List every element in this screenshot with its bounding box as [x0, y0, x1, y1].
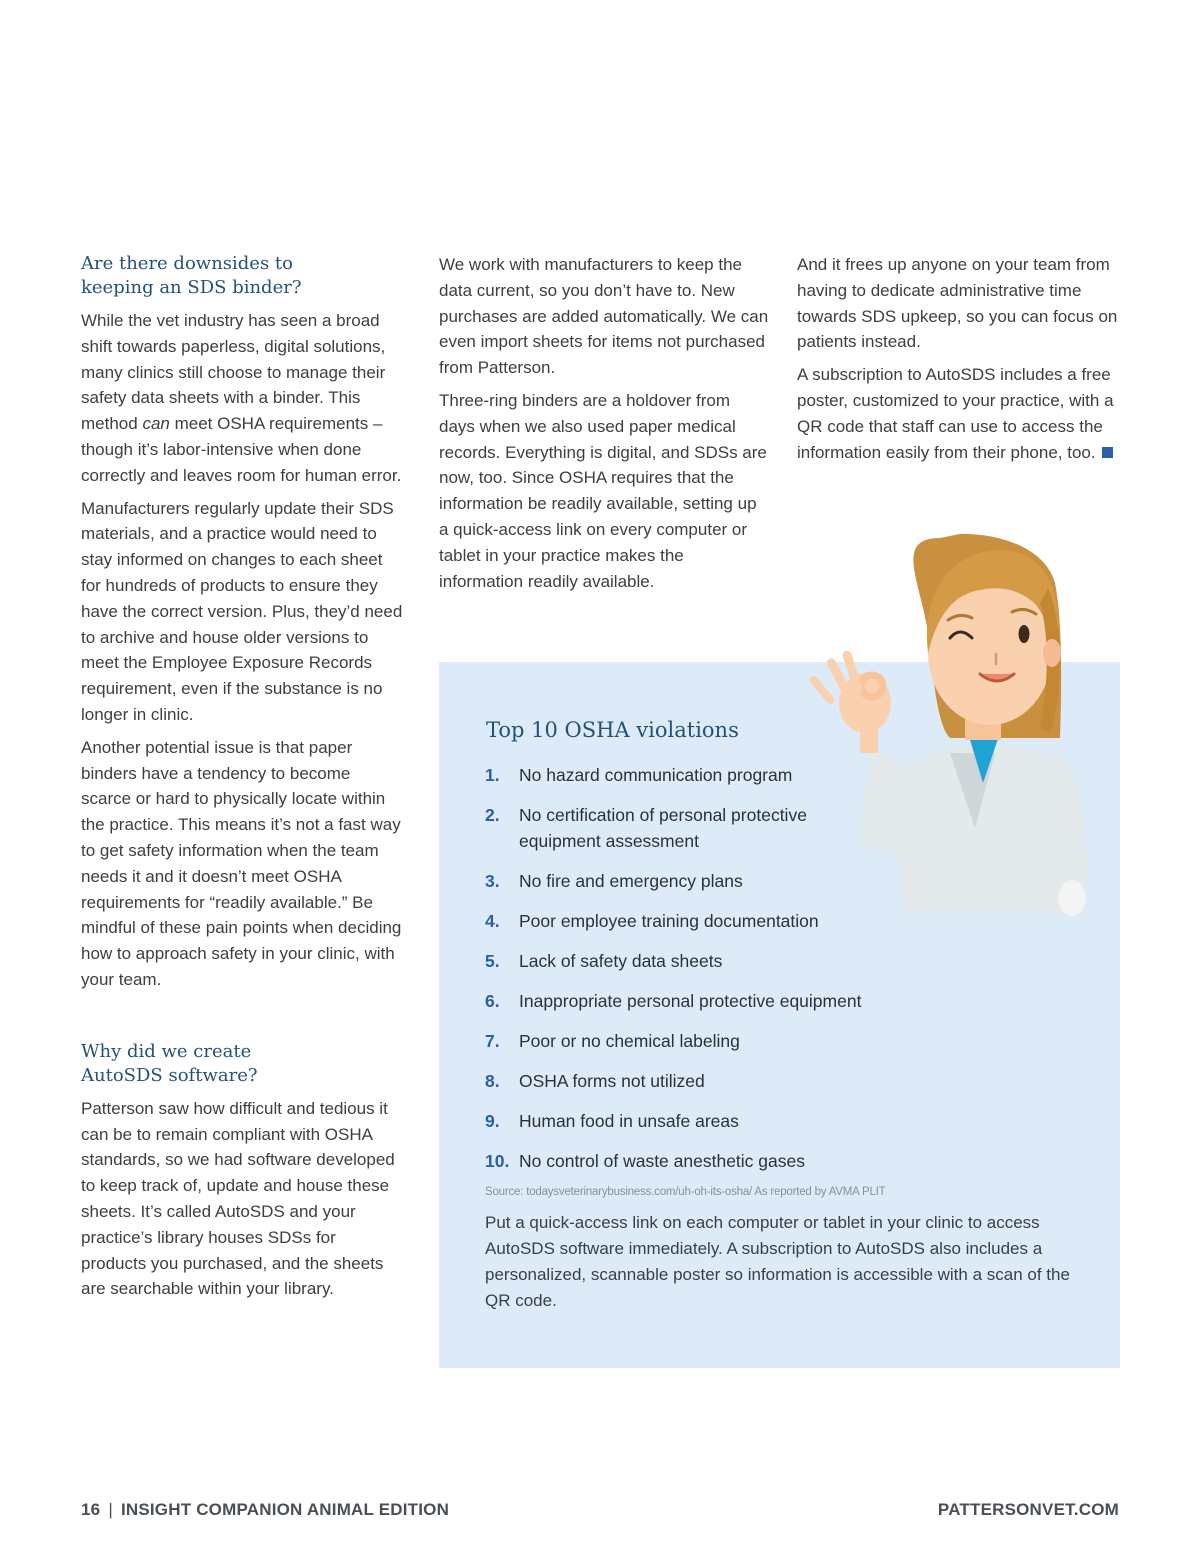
list-item [485, 1148, 1105, 1174]
list-text: No certification of personal protective equipment assessment [519, 805, 807, 851]
column-3 [797, 252, 1122, 472]
list-text: No fire and emergency plans [519, 871, 743, 891]
page-number: 16 [81, 1500, 101, 1519]
heading-sds-binder-downsides [81, 252, 405, 300]
list-item [485, 1068, 1105, 1094]
sidebar-title: Top 10 OSHA violations [486, 718, 739, 742]
column-2 [439, 252, 769, 601]
paragraph-text: meet OSHA requirements – though it’s labor-intensive when done correctly and leaves room for human error. [81, 414, 402, 485]
list-number: 4. [485, 911, 500, 931]
list-number: 6. [485, 991, 500, 1011]
list-item [485, 1028, 1105, 1054]
list-number: 5. [485, 951, 500, 971]
paragraph: Another potential issue is that paper binders have a tendency to become scarce or hard to physically locate within the practice. This means it’s not a fast way to get safety information when the team needs it and it doesn’t meet OSHA requirements for “readily available.” Be mindful of these pain points when deciding how to approach safety in your clinic, with your team. [81, 737, 402, 989]
publication-name: INSIGHT COMPANION ANIMAL EDITION [120, 1500, 450, 1519]
list-item [485, 1108, 1105, 1134]
list-number: 3. [485, 871, 500, 891]
list-text: No hazard communication program [519, 765, 793, 785]
list-text: Human food in unsafe areas [519, 1111, 739, 1131]
paragraph [81, 308, 405, 489]
list-number: 1. [485, 765, 500, 785]
paragraph-text: While the vet industry has seen a broad shift towards paperless, digital solutions, many clinics still choose to manage their safety data sheets with a binder. This method [81, 311, 386, 434]
lab-coat [896, 745, 1087, 913]
list-item [485, 948, 1105, 974]
list-item [485, 802, 849, 854]
list-item [485, 988, 1105, 1014]
heading-line: keeping an SDS binder? [81, 277, 302, 298]
open-eye [1019, 625, 1030, 643]
list-text: Inappropriate personal protective equipment [519, 991, 862, 1011]
source-citation: Source: todaysveterinarybusiness.com/uh-oh-its-osha/ As reported by AVMA PLIT [485, 1186, 886, 1198]
list-text: No control of waste anesthetic gases [519, 1151, 805, 1171]
list-text: Poor or no chemical labeling [519, 1031, 740, 1051]
paragraph: Three-ring binders are a holdover from days when we also used paper medical records. Everything is digital, and SDSs are now, too. Since OSHA requires that the information be readily available, setting up a quick-access link on every computer or tablet in your practice makes the information readily available. [439, 390, 767, 591]
ear [1043, 639, 1061, 667]
heading-why-autosds [81, 1040, 405, 1088]
heading-line: AutoSDS software? [81, 1064, 258, 1086]
footer-publication [81, 1500, 449, 1520]
list-number: 7. [485, 1031, 500, 1051]
column-1 [81, 252, 405, 1309]
list-number: 10. [485, 1151, 510, 1171]
lower-hand [1058, 880, 1086, 916]
list-text: Lack of safety data sheets [519, 951, 723, 971]
sidebar-note: Put a quick-access link on each computer or tablet in your clinic to access AutoSDS software immediately. A subscription to AutoSDS also includes a personalized, scannable poster so information is accessible with a scan of the QR code. [485, 1213, 1070, 1310]
list-text: Poor employee training documentation [519, 911, 819, 931]
heading-line: Why did we create [81, 1040, 252, 1062]
paragraph [797, 362, 1122, 465]
emphasis-text: can [142, 414, 170, 434]
veterinarian-illustration [800, 528, 1100, 920]
paragraph: And it frees up anyone on your team from having to dedicate administrative time towards SDS upkeep, so you can focus on patients instead. [797, 255, 1118, 352]
paragraph-text: A subscription to AutoSDS includes a free poster, customized to your practice, with a QR code that staff can use to access the information easily from their phone, too. [797, 365, 1114, 462]
footer-separator: | [108, 1500, 113, 1519]
list-number: 8. [485, 1071, 500, 1091]
footer-website[interactable]: PATTERSONVET.COM [937, 1500, 1119, 1519]
heading-line: Are there downsides to [81, 253, 293, 274]
list-number: 9. [485, 1111, 500, 1131]
ok-hand-icon [808, 650, 891, 753]
paragraph: We work with manufacturers to keep the data current, so you don’t have to. New purchases are added automatically. We can even import sheets for items not purchased from Patterson. [439, 255, 769, 378]
end-mark-icon [1102, 447, 1113, 458]
paragraph: Manufacturers regularly update their SDS materials, and a practice would need to stay informed on changes to each sheet for hundreds of products to ensure they have the correct version. Plus, they’d need to archive and house older versions to meet the Employee Exposure Records requirement, even if the substance is no longer in clinic. [81, 498, 403, 724]
paragraph: Patterson saw how difficult and tedious it can be to remain compliant with OSHA standards, so we had software developed to keep track of, update and house these sheets. It’s called AutoSDS and your practice’s library houses SDSs for products you purchased, and the sheets are searchable within your library. [81, 1098, 395, 1299]
list-number: 2. [485, 805, 500, 825]
list-text: OSHA forms not utilized [519, 1071, 705, 1091]
